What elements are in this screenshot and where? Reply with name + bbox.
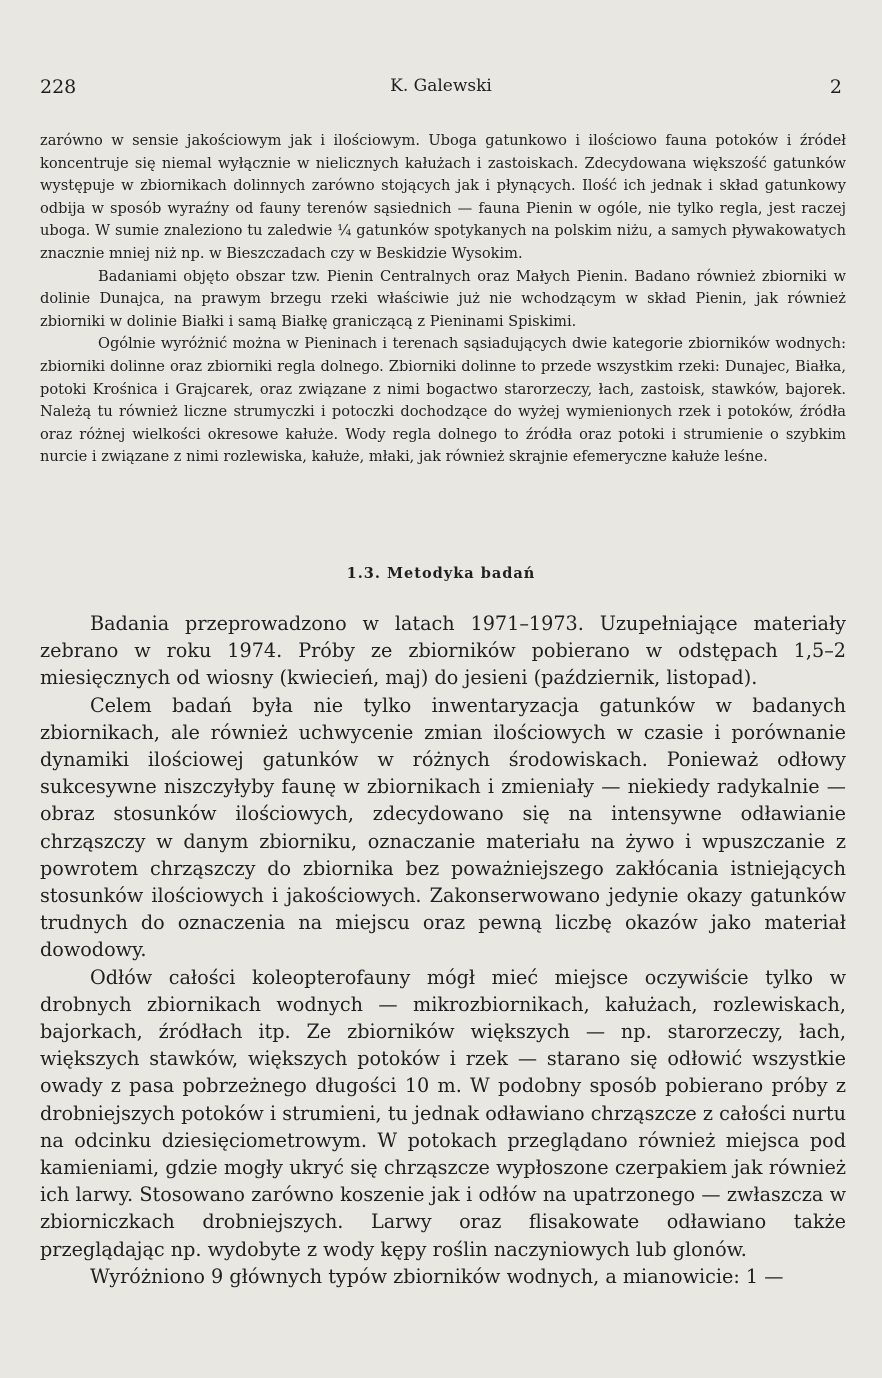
running-author: K. Galewski	[390, 76, 492, 96]
body-paragraph: Wyróżniono 9 głównych typów zbiorników wodnych, a mianowicie: 1 —	[90, 1264, 784, 1288]
body-paragraph: Odłów całości koleopterofauny mógł mieć miejsce oczywiście tylko w drobnych zbiornikach wodnych — mikrozbiornikach, kałużach, rozlewiskach, bajorkach, źródłach itp. Ze zbiorników większych — np. starorzeczy, łach, większych stawków, większych potoków i rzek — starano się odłowić wszystkie owady z pasa pobrzeżnego długości 10 m. W podobny sposób pobierano próby z drobniejszych potoków i strumieni, tu jednak odławiano chrząszcze z całości nurtu na odcinku dziesięciometrowym. W potokach przeglądano również miejsca pod kamieniami, gdzie mogły ukryć się chrząszcze wypłoszone czerpakiem jak również ich larwy. Stosowano zarówno koszenie jak i odłów na upatrzonego — zwłaszcza w zbiorniczkach drobniejszych. Larwy oraz flisakowate odławiano także przeglądając np. wydobyte z wody kępy roślin naczyniowych lub glonów.	[40, 965, 846, 1261]
intro-text	[40, 130, 846, 469]
running-header	[40, 70, 842, 100]
body-paragraph: Badania przeprowadzono w latach 1971–1973. Uzupełniające materiały zebrano w roku 1974. Próby ze zbiorników pobierano w odstępach 1,5–2 miesięcznych od wiosny (kwiecień, maj) do jesieni (październik, listopad).	[40, 612, 846, 690]
body-text	[40, 610, 846, 1290]
section-heading: 1.3. Metodyka badań	[346, 565, 536, 582]
issue-number: 2	[829, 76, 842, 98]
intro-paragraph: Ogólnie wyróżnić można w Pieninach i terenach sąsiadujących dwie kategorie zbiorników wodnych: zbiorniki dolinne oraz zbiorniki regla dolnego. Zbiorniki dolinne to przede wszystkim rzeki: Dunajec, Białka, potoki Krośnica i Grajcarek, oraz związane z nimi bogactwo starorzeczy, łach, zastoisk, stawków, bajorek. Należą tu również liczne strumyczki i potoczki dochodzące do wyżej wymienionych rzek i potoków, źródła oraz różnej wielkości okresowe kałuże. Wody regla dolnego to źródła oraz potoki i strumienie o szybkim nurcie i związane z nimi rozlewiska, kałuże, młaki, jak również skrajnie efemeryczne kałuże leśne.	[40, 335, 846, 466]
body-paragraph: Celem badań była nie tylko inwentaryzacja gatunków w badanych zbiornikach, ale również uchwycenie zmian ilościowych w czasie i porównanie dynamiki ilościowej gatunków w różnych środowiskach. Ponieważ odłowy sukcesywne niszczyłyby faunę w zbiornikach i zmieniały — niekiedy radykalnie — obraz stosunków ilościowych, zdecydowano się na intensywne odławianie chrząszczy w danym zbiorniku, oznaczanie materiału na żywo i wpuszczanie z powrotem chrząszczy do zbiornika bez poważniejszego zakłócania istniejących stosunków ilościowych i jakościowych. Zakonserwowano jedynie okazy gatunków trudnych do oznaczenia na miejscu oraz pewną liczbę okazów jako materiał dowodowy.	[40, 693, 846, 962]
page-number: 228	[40, 76, 77, 98]
intro-paragraph: Badaniami objęto obszar tzw. Pienin Centralnych oraz Małych Pienin. Badano również zbiorniki w dolinie Dunajca, na prawym brzegu rzeki właściwie już nie wchodzącym w skład Pienin, jak również zbiorniki w dolinie Białki i samą Białkę graniczącą z Pieninami Spiskimi.	[40, 267, 846, 330]
intro-paragraph: zarówno w sensie jakościowym jak i ilościowym. Uboga gatunkowo i ilościowo fauna potoków i źródeł koncentruje się niemal wyłącznie w nielicznych kałużach i zastoiskach. Zdecydowana większość gatunków występuje w zbiornikach dolinnych zarówno stojących jak i płynących. Ilość ich jednak i skład gatunkowy odbija w sposób wyraźny od fauny terenów sąsiednich — fauna Pienin w ogóle, nie tylko regla, jest raczej uboga. W sumie znaleziono tu zaledwie ¼ gatunków spotykanych na polskim niżu, a samych pływakowatych znacznie mniej niż np. w Bieszczadach czy w Beskidzie Wysokim.	[40, 132, 846, 262]
